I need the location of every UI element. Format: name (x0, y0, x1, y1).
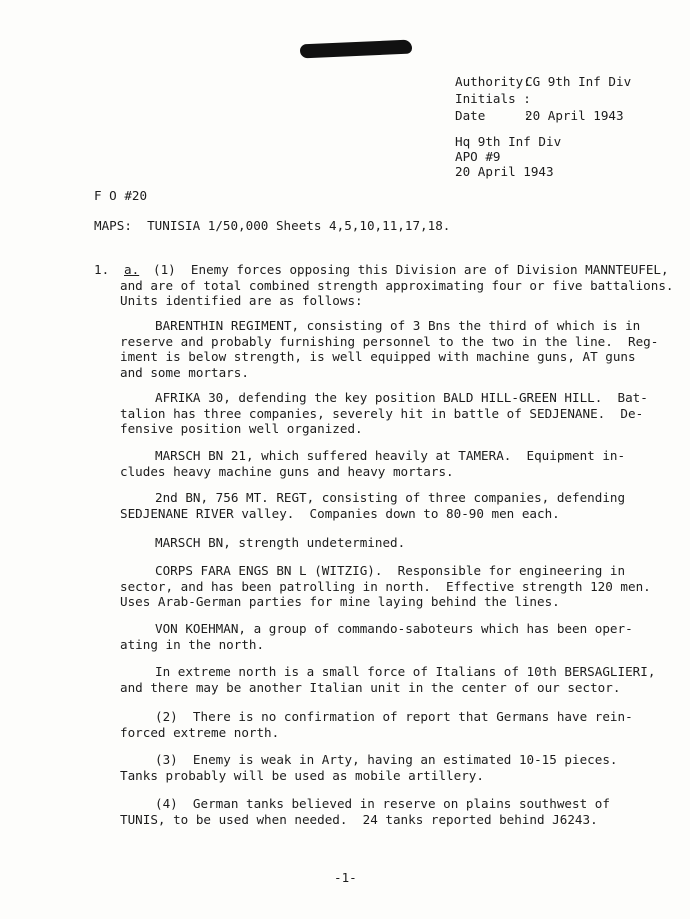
text-line: AFRIKA 30, defending the key position BALD HILL-GREEN HILL. Bat- (155, 390, 648, 405)
text-line: (3) Enemy is weak in Arty, having an estimated 10-15 pieces. (155, 752, 618, 767)
text-line: Units identified are as follows: (120, 293, 363, 308)
text-line: Tanks probably will be used as mobile artillery. (120, 767, 484, 783)
authority-block (455, 74, 631, 125)
text-line: (2) There is no confirmation of report that Germans have rein- (155, 709, 633, 724)
text-line: forced extreme north. (120, 724, 280, 740)
authority-row (455, 74, 631, 91)
text-line: reserve and probably furnishing personnel to the two in the line. Reg- (120, 333, 659, 349)
paragraph-4 (120, 448, 625, 479)
text-line: (1) Enemy forces opposing this Division are of Division MANNTEUFEL, (153, 262, 669, 277)
maps-line: MAPS: TUNISIA 1/50,000 Sheets 4,5,10,11,17,18. (94, 218, 451, 233)
text-line: In extreme north is a small force of Italians of 10th BERSAGLIERI, (155, 664, 656, 679)
text-line: (4) German tanks believed in reserve on plains southwest of (155, 796, 610, 811)
text-line: and are of total combined strength approximating four or five battalions. (120, 277, 674, 293)
paragraph-9 (120, 664, 655, 695)
hq-line: Hq 9th Inf Div (455, 134, 562, 149)
paragraph-2 (120, 318, 658, 380)
text-line: talion has three companies, severely hit in battle of SEDJENANE. De- (120, 405, 644, 421)
field-order-number: F O #20 (94, 188, 148, 203)
text-line: ating in the north. (120, 636, 265, 652)
text-line: MARSCH BN, strength undetermined. (155, 535, 406, 550)
paragraph-5 (120, 490, 625, 521)
initials-key: Initials : (455, 91, 531, 106)
text-line: cludes heavy machine guns and heavy mortars. (120, 463, 454, 479)
paragraph-8 (120, 621, 633, 652)
item-number: 1. (94, 262, 110, 277)
apo-line: APO #9 (455, 149, 501, 164)
date-value: 20 April 1943 (525, 108, 624, 123)
authority-value: CG 9th Inf Div (525, 74, 632, 89)
paragraph-11 (120, 752, 618, 783)
text-line: fensive position well organized. (120, 421, 363, 436)
text-line: SEDJENANE RIVER valley. Companies down to 80-90 men each. (120, 505, 560, 521)
text-line: BARENTHIN REGIMENT, consisting of 3 Bns the third of which is in (155, 318, 641, 333)
text-line: CORPS FARA ENGS BN L (WITZIG). Responsible for engineering in (155, 563, 626, 578)
paragraph-7 (120, 563, 651, 610)
date-row (455, 108, 631, 125)
date-key: Date : (455, 108, 531, 123)
paragraph-6 (120, 535, 405, 551)
text-line: and there may be another Italian unit in the center of our sector. (120, 679, 621, 695)
text-line: MARSCH BN 21, which suffered heavily at TAMERA. Equipment in- (155, 448, 626, 463)
text-line: and some mortars. (120, 364, 249, 380)
page-number: -1- (334, 870, 357, 885)
text-line: sector, and has been patrolling in north. Effective strength 120 men. (120, 578, 651, 594)
text-line: iment is below strength, is well equipped with machine guns, AT guns (120, 349, 636, 364)
hq-block (455, 134, 561, 179)
text-line: 2nd BN, 756 MT. REGT, consisting of three companies, defending (155, 490, 626, 505)
hq-date-line: 20 April 1943 (455, 164, 554, 179)
initials-row (455, 91, 631, 108)
text-line: VON KOEHMAN, a group of commando-saboteurs which has been oper- (155, 621, 633, 636)
text-line: TUNIS, to be used when needed. 24 tanks reported behind J6243. (120, 811, 598, 827)
paragraph-10 (120, 709, 633, 740)
text-line: Uses Arab-German parties for mine laying behind the lines. (120, 594, 560, 609)
authority-key: Authority: (455, 74, 531, 89)
item-letter: a. (124, 262, 140, 277)
paragraph-3 (120, 390, 648, 437)
redaction-mark (300, 40, 413, 59)
paragraph-12 (120, 796, 610, 827)
paragraph-1 (120, 262, 674, 309)
